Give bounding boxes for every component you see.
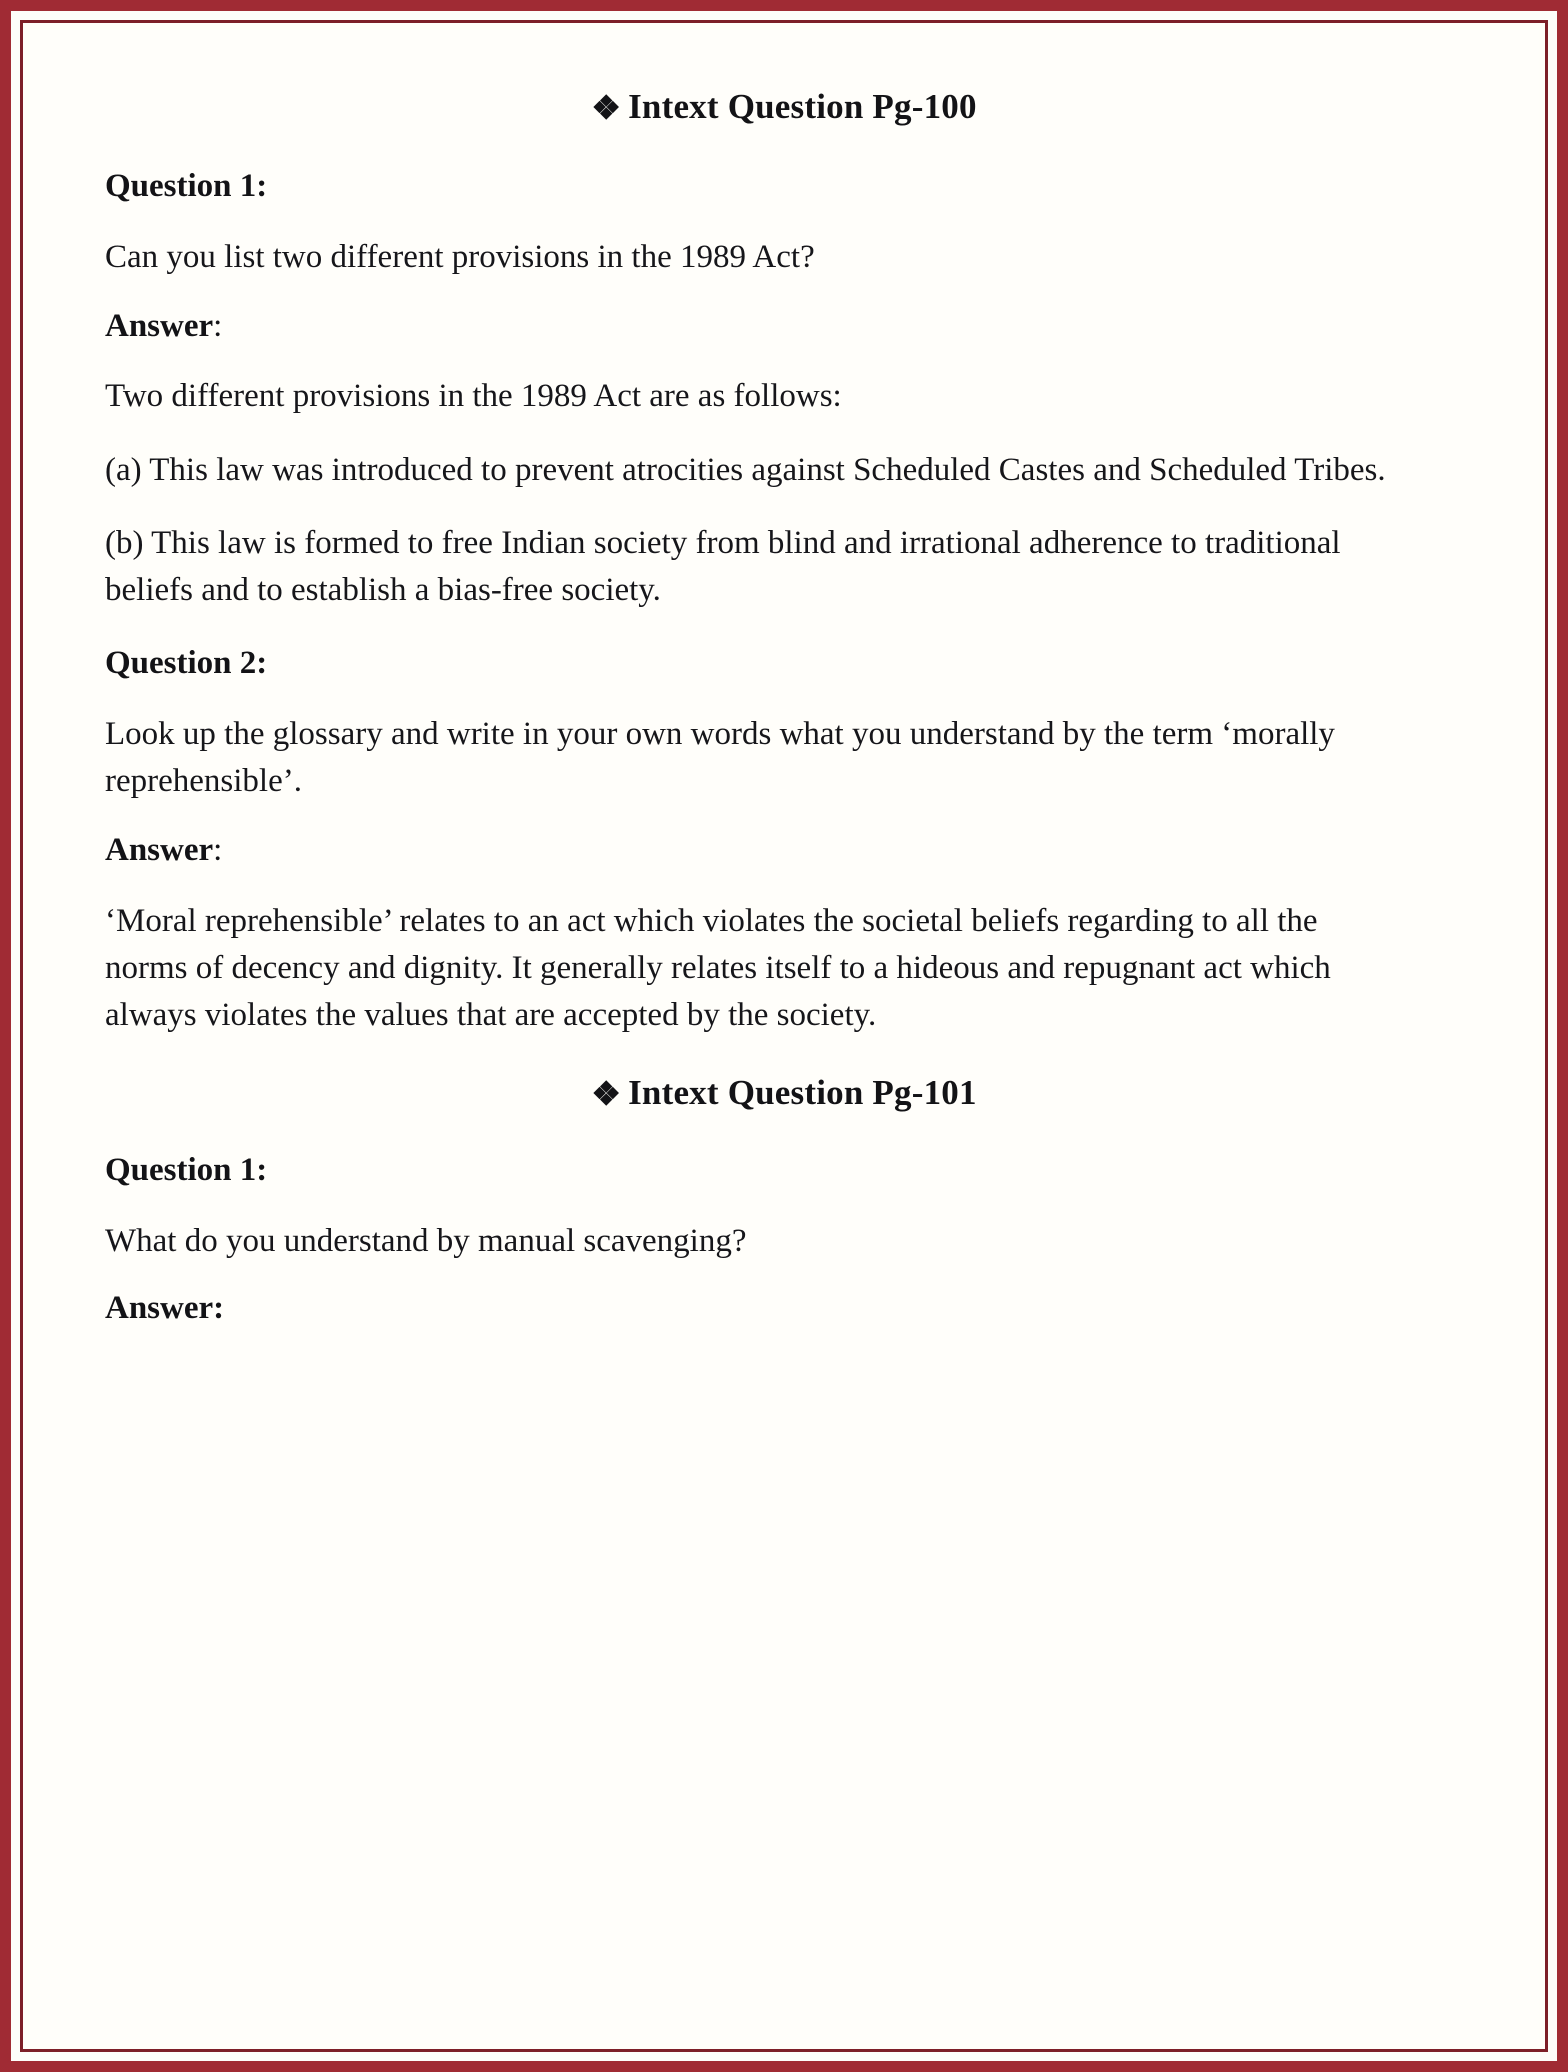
diamond-bullet-icon: ❖ [591, 1077, 622, 1114]
answer-colon: : [213, 307, 223, 344]
answer-label: Answer [105, 1289, 214, 1326]
answer-colon: : [213, 832, 223, 869]
answer-text-item-a: (a) This law was introduced to prevent atrocities against Scheduled Castes and Scheduled Tribes. [105, 451, 1386, 488]
answer-colon: : [213, 1289, 225, 1326]
section-title-text: Intext Question Pg-100 [628, 87, 977, 126]
question-text: Look up the glossary and write in your own words what you understand by the term ‘morally reprehensible’. [105, 715, 1335, 799]
answer-label: Answer [105, 307, 214, 344]
diamond-bullet-icon: ❖ [591, 91, 622, 127]
question-text: Can you list two different provisions in the 1989 Act? [105, 238, 815, 275]
answer-text-item-b: (b) This law is formed to free Indian society from blind and irrational adherence to traditional beliefs and to establish a bias-free society. [105, 524, 1341, 608]
document-body [29, 29, 1539, 1329]
frame-inner-gap [11, 11, 1557, 2061]
question-text: What do you understand by manual scavenging? [105, 1222, 747, 1259]
section-title-pg-100 [105, 87, 1463, 129]
page-sheet [29, 29, 1539, 2043]
section-title-text: Intext Question Pg-101 [628, 1073, 977, 1113]
answer-text: Two different provisions in the 1989 Act are as follows: [105, 378, 842, 415]
answer-label: Answer [105, 832, 214, 869]
question-heading: Question 1: [105, 167, 268, 204]
answer-text: ‘Moral reprehensible’ relates to an act which violates the societal beliefs regarding to all the norms of decency and dignity. It generally relates itself to a hideous and repugnant act which always violates the values that are accepted by the society. [105, 902, 1331, 1033]
answer-heading [105, 307, 1463, 347]
question-heading: Question 2: [105, 645, 268, 682]
question-heading: Question 1: [105, 1152, 268, 1189]
frame-inner-rule [20, 20, 1548, 2052]
section-title-pg-101 [105, 1073, 1463, 1115]
answer-heading [105, 831, 1463, 871]
answer-heading [105, 1289, 1463, 1329]
